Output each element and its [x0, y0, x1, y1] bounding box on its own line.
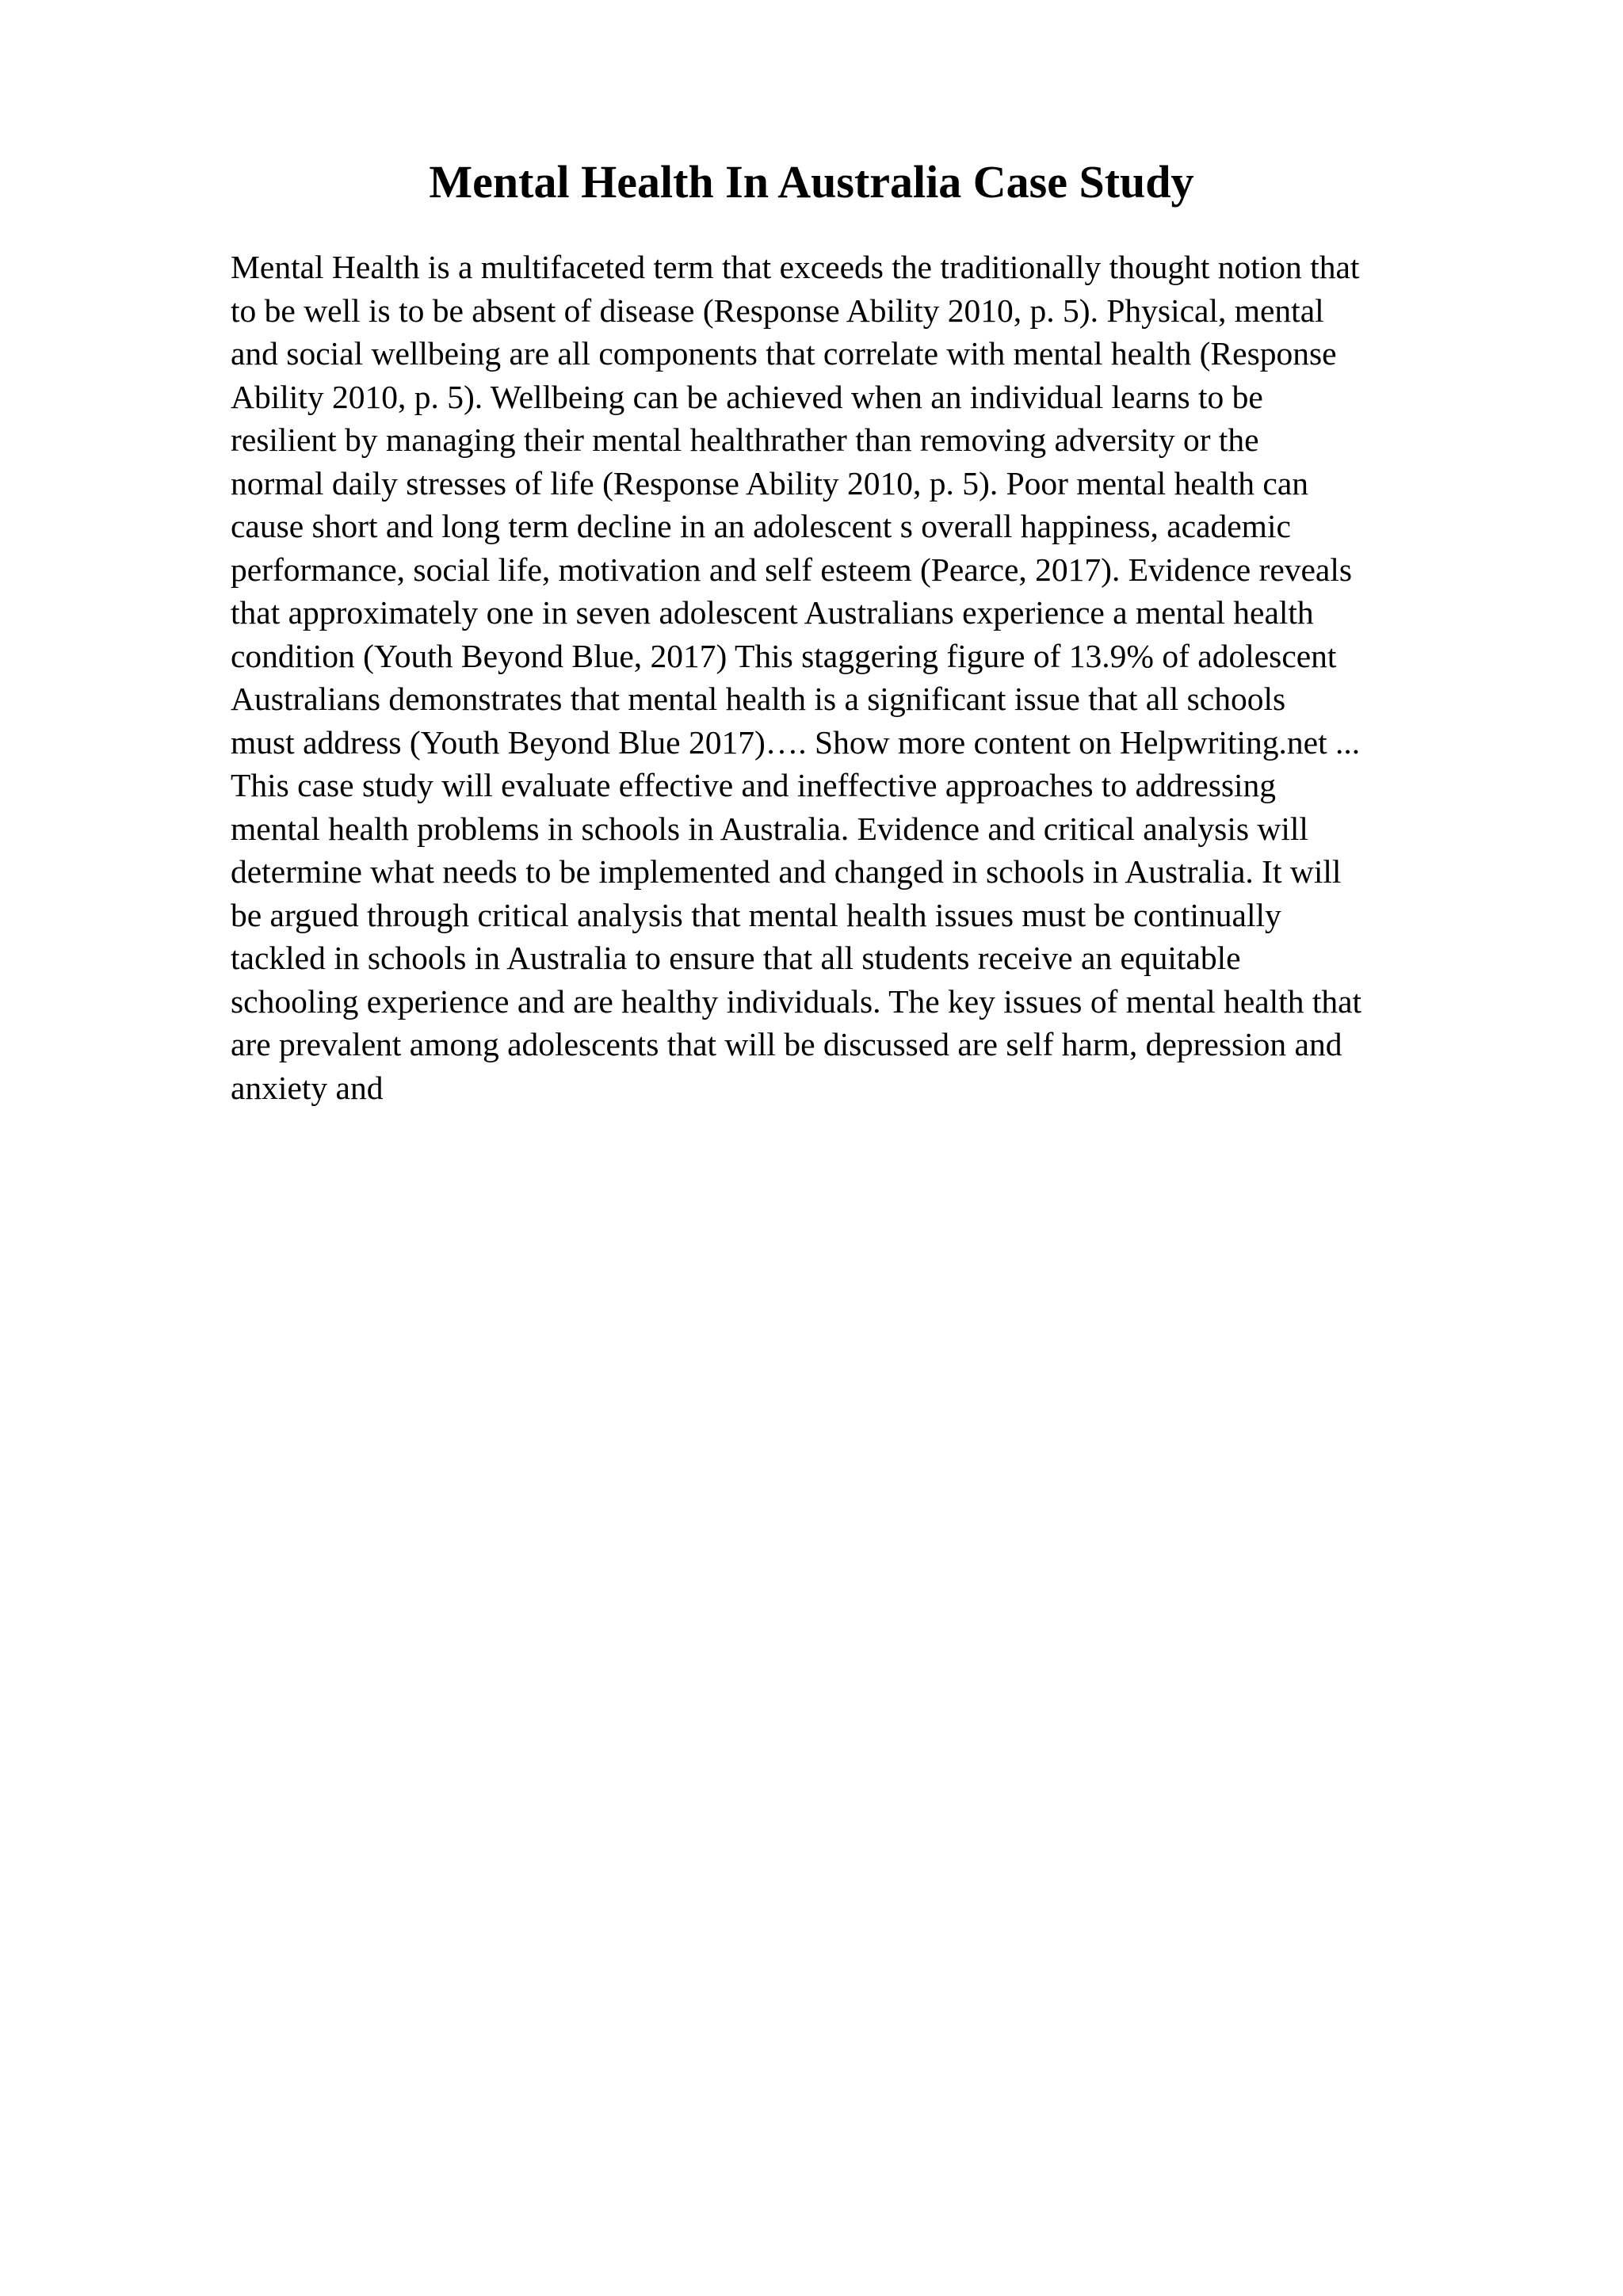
body-line: be argued through critical analysis that mental health issues must be continually: [231, 896, 1281, 933]
body-line: determine what needs to be implemented and changed in schools in Australia. It will: [231, 853, 1342, 890]
body-line: Mental Health is a multifaceted term that exceeds the traditionally thought notion that: [231, 249, 1360, 285]
body-line: This case study will evaluate effective and ineffective approaches to addressing: [231, 767, 1277, 803]
body-line: resilient by managing their mental healthrather than removing adversity or the: [231, 421, 1259, 458]
body-line: mental health problems in schools in Australia. Evidence and critical analysis will: [231, 810, 1308, 847]
body-line: to be well is to be absent of disease (Response Ability 2010, p. 5). Physical, mental: [231, 292, 1324, 329]
body-line: must address (Youth Beyond Blue 2017)…. Show more content on Helpwriting.net ...: [231, 723, 1361, 761]
body-line: that approximately one in seven adolescent Australians experience a mental health: [231, 594, 1314, 631]
body-line: cause short and long term decline in an adolescent s overall happiness, academic: [231, 508, 1291, 544]
body-line: Australians demonstrates that mental health is a significant issue that all schools: [231, 681, 1286, 717]
body-line: Ability 2010, p. 5). Wellbeing can be achieved when an individual learns to be: [231, 378, 1263, 415]
document-body: [231, 246, 1530, 1109]
body-line: tackled in schools in Australia to ensure that all students receive an equitable: [231, 940, 1241, 976]
body-line: and social wellbeing are all components that correlate with mental health (Response: [231, 335, 1337, 372]
body-line: schooling experience and are healthy individuals. The key issues of mental health that: [231, 982, 1362, 1020]
body-line: normal daily stresses of life (Response Ability 2010, p. 5). Poor mental health can: [231, 464, 1309, 502]
body-line: anxiety and: [231, 1069, 384, 1106]
body-line: are prevalent among adolescents that will be discussed are self harm, depression and: [231, 1026, 1342, 1062]
body-line: performance, social life, motivation and self esteem (Pearce, 2017). Evidence reveals: [231, 551, 1353, 588]
document-title: Mental Health In Australia Case Study: [429, 156, 1194, 208]
body-line: condition (Youth Beyond Blue, 2017) This staggering figure of 13.9% of adolescent: [231, 637, 1337, 674]
